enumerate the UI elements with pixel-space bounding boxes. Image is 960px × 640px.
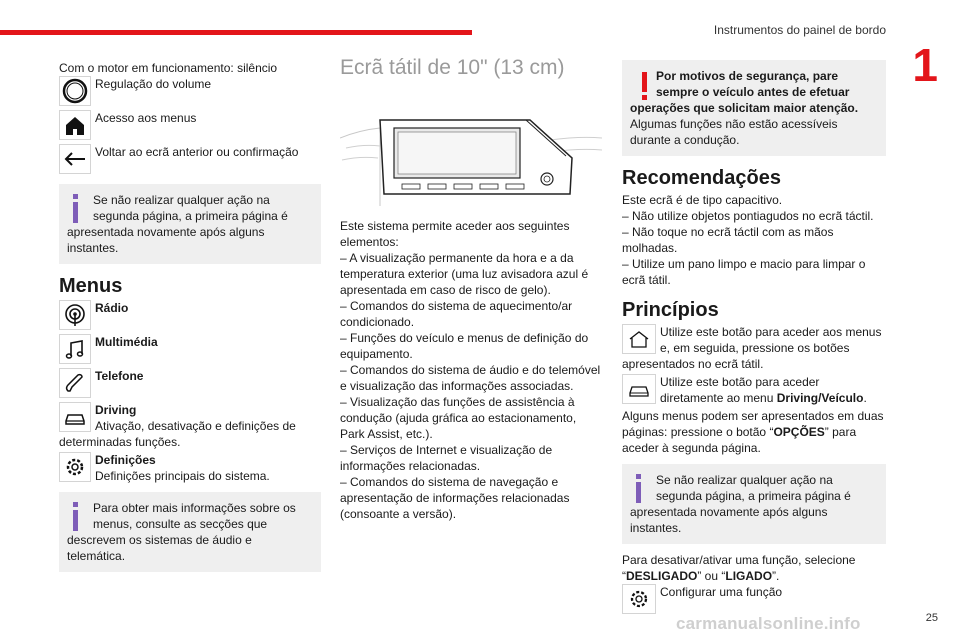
menu-row-multimedia [59,334,321,366]
config-row [622,584,886,614]
home-icon [59,110,91,140]
feature-item: – A visualização permanente da hora e a da temperatura exterior (uma luz avisadora azul é apresentada em caso de risco de gelo). [340,251,589,297]
info-box [59,184,321,264]
principle-menu-name: Driving/Veículo [776,391,864,405]
car-icon [59,402,91,432]
info-icon [67,192,93,224]
warning-box [622,60,886,156]
rec-item: – Utilize um pano limpo e macio para limpar o ecrã tátil. [622,257,866,287]
principle-text-post: . [863,391,867,405]
control-row [59,110,321,142]
music-note-icon [59,334,91,364]
radio-icon [59,300,91,330]
recommendations-heading: Recomendações [622,167,781,189]
toggle-mid: ” ou “ [697,569,726,583]
left-column [59,60,321,580]
toggle-pre: Para desativar/ativar uma função, selecione “ [622,553,856,583]
feature-item: – Comandos do sistema de áudio e do telemóvel e visualização das informações associadas. [340,363,601,393]
toggle-post: ”. [772,569,780,583]
menu-row-driving [59,402,321,450]
feature-item: – Comandos do sistema de navegação e apresentação de informações relacionadas (consoante a versão). [340,475,570,521]
menus-heading: Menus [59,275,123,297]
control-label: Regulação do volume [95,77,212,91]
principle-row [622,374,886,406]
menu-row-radio [59,300,321,332]
menu-desc: Ativação, desativação e definições de determinadas funções. [59,419,296,449]
pages-text [622,408,886,456]
feature-item: – Funções do veículo e menus de definição do equipamento. [340,331,589,361]
menu-title: Definições [95,453,156,467]
info-icon [630,472,656,504]
settings-gear-icon [59,452,91,482]
menu-title: Telefone [95,369,144,383]
warning-text: Algumas funções não estão acessíveis durante a condução. [630,117,838,147]
header-red-bar [0,30,472,35]
running-header: Instrumentos do painel de bordo [713,23,886,37]
info-box [622,464,886,544]
rec-item: – Não toque no ecrã táctil com as mãos molhadas. [622,225,834,255]
intro-text: Este sistema permite aceder aos seguintes elementos: [340,219,570,249]
menu-title: Rádio [95,301,129,315]
info-text: Se não realizar qualquer ação na segunda página, a primeira página é apresentada novamente após alguns instantes. [67,193,288,255]
info-text: Para obter mais informações sobre os menus, consulte as secções que descrevem os sistemas de áudio e telemática. [67,501,296,563]
principles-heading: Princípios [622,299,719,321]
off-label: DESLIGADO [626,569,698,583]
toggle-text [622,552,886,584]
principle-text-pre: Utilize este botão para aceder diretamente ao menu [660,375,820,405]
feature-item: – Visualização das funções de assistência à condução (ajuda gráfica ao estacionamento, Park Assist, etc.). [340,395,577,441]
menu-title: Multimédia [95,335,158,349]
pages-post: ” para aceder à segunda página. [622,425,857,455]
warning-bold-text: Por motivos de segurança, pare sempre o veículo antes de efetuar operações que solicitam maior atenção. [630,69,859,115]
phone-icon [59,368,91,398]
back-arrow-icon [59,144,91,174]
volume-knob-icon [59,76,91,106]
control-row [59,144,321,176]
home-outline-icon [622,324,656,354]
principle-text: Utilize este botão para aceder aos menus e, em seguida, pressione os botões apresentados no ecrã tátil. [622,325,882,371]
control-row [59,76,321,108]
rec-intro: Este ecrã é de tipo capacitivo. [622,193,783,207]
feature-item: – Comandos do sistema de aquecimento/ar condicionado. [340,299,573,329]
right-column [622,60,886,616]
principle-row [622,324,886,372]
control-label: Acesso aos menus [95,111,197,125]
section-heading: Ecrã tátil de 10" (13 cm) [340,56,565,79]
watermark: carmanualsonline.info [676,614,861,633]
settings-gear-icon [622,584,656,614]
chapter-number: 1 [912,39,938,91]
rec-item: – Não utilize objetos pontiagudos no ecrã táctil. [622,209,874,223]
pages-pre: Alguns menus podem ser apresentados em duas páginas: pressione o botão “ [622,409,884,439]
menu-row-settings [59,452,321,484]
info-box [59,492,321,572]
warning-icon [630,68,656,100]
menu-title: Driving [95,403,137,417]
info-icon [67,500,93,532]
touchscreen-illustration [340,88,602,206]
on-label: LIGADO [725,569,773,583]
info-text: Se não realizar qualquer ação na segunda página, a primeira página é apresentada novamente após alguns instantes. [630,473,851,535]
options-label: OPÇÕES [773,425,825,439]
control-label: Voltar ao ecrã anterior ou confirmação [95,145,299,159]
config-text: Configurar uma função [660,585,783,599]
middle-column [340,56,602,522]
car-icon [622,374,656,404]
menu-desc: Definições principais do sistema. [95,469,270,483]
feature-item: – Serviços de Internet e visualização de informações relacionadas. [340,443,553,473]
page-number: 25 [925,612,938,624]
menu-row-phone [59,368,321,400]
intro-text: Com o motor em funcionamento: silêncio [59,61,278,75]
